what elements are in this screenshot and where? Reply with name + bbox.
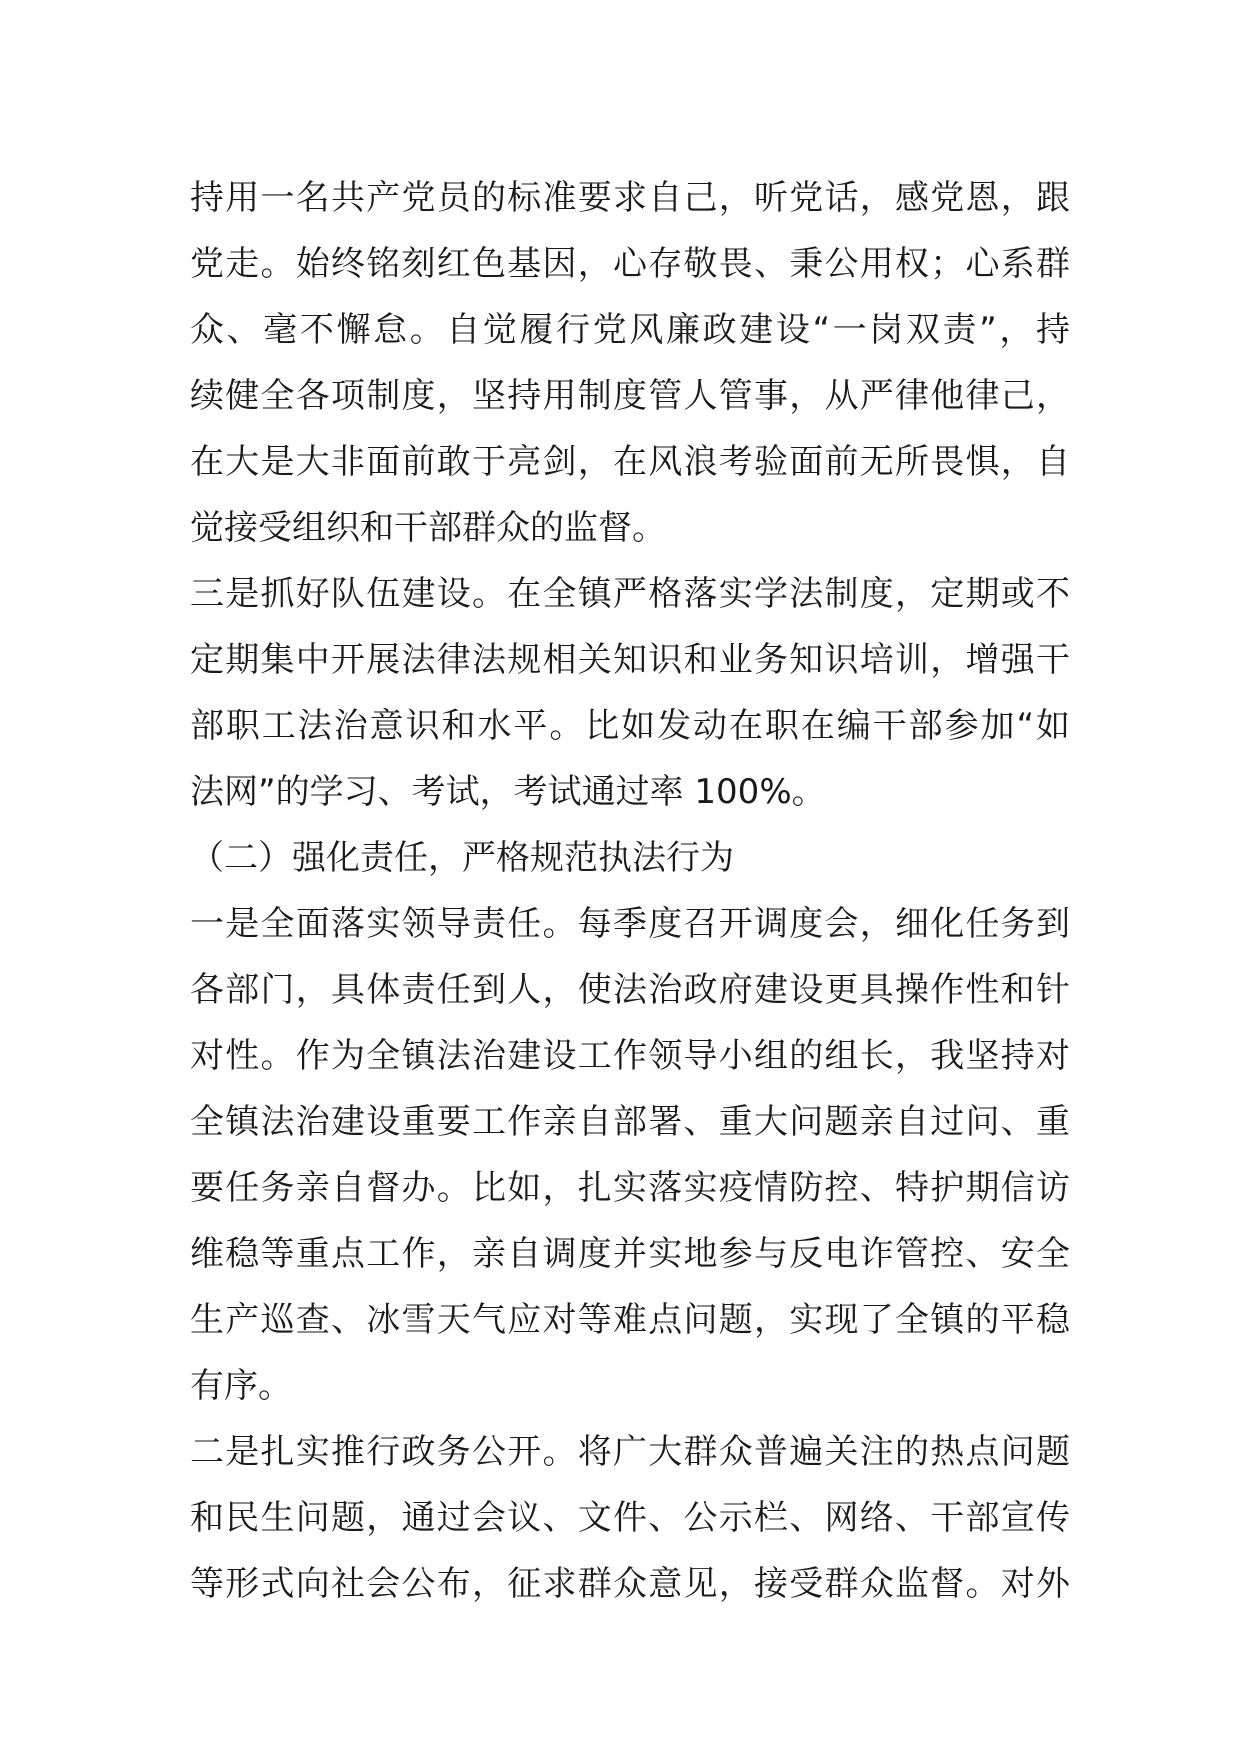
text-line: 和民生问题，通过会议、文件、公示栏、网络、干部宣传 (190, 1498, 1070, 1538)
text-line: 要任务亲自督办。比如，扎实落实疫情防控、特护期信访 (190, 1168, 1070, 1208)
document-body (190, 165, 1070, 1617)
text-line: 一是全面落实领导责任。每季度召开调度会，细化任务到 (190, 904, 1070, 944)
text-line: 三是抓好队伍建设。在全镇严格落实学法制度，定期或不 (190, 574, 1070, 614)
text-line: 二是扎实推行政务公开。将广大群众普遍关注的热点问题 (190, 1432, 1070, 1472)
text-line: 定期集中开展法律法规相关知识和业务知识培训，增强干 (190, 640, 1070, 680)
text-line: 众、毫不懈怠。自觉履行党风廉政建设“一岗双责”，持 (190, 310, 1070, 350)
section-heading: （二）强化责任，严格规范执法行为 (190, 838, 734, 878)
text-line: 党走。始终铭刻红色基因，心存敬畏、秉公用权；心系群 (190, 244, 1070, 284)
text-line: 在大是大非面前敢于亮剑，在风浪考验面前无所畏惧，自 (190, 442, 1070, 482)
text-line: 法网”的学习、考试，考试通过率 100%。 (190, 772, 826, 812)
text-line: 等形式向社会公布，征求群众意见，接受群众监督。对外 (190, 1564, 1070, 1604)
text-line: 持用一名共产党员的标准要求自己，听党话，感党恩，跟 (190, 178, 1070, 218)
text-line: 有序。 (190, 1366, 292, 1406)
text-line: 觉接受组织和干部群众的监督。 (190, 508, 666, 548)
text-line: 续健全各项制度，坚持用制度管人管事，从严律他律己， (190, 376, 1070, 416)
text-line: 部职工法治意识和水平。比如发动在职在编干部参加“如 (190, 706, 1070, 746)
text-line: 全镇法治建设重要工作亲自部署、重大问题亲自过问、重 (190, 1102, 1070, 1142)
text-line: 对性。作为全镇法治建设工作领导小组的组长，我坚持对 (190, 1036, 1070, 1076)
text-line: 维稳等重点工作，亲自调度并实地参与反电诈管控、安全 (190, 1234, 1070, 1274)
text-line: 各部门，具体责任到人，使法治政府建设更具操作性和针 (190, 970, 1070, 1010)
text-line: 生产巡查、冰雪天气应对等难点问题，实现了全镇的平稳 (190, 1300, 1070, 1340)
